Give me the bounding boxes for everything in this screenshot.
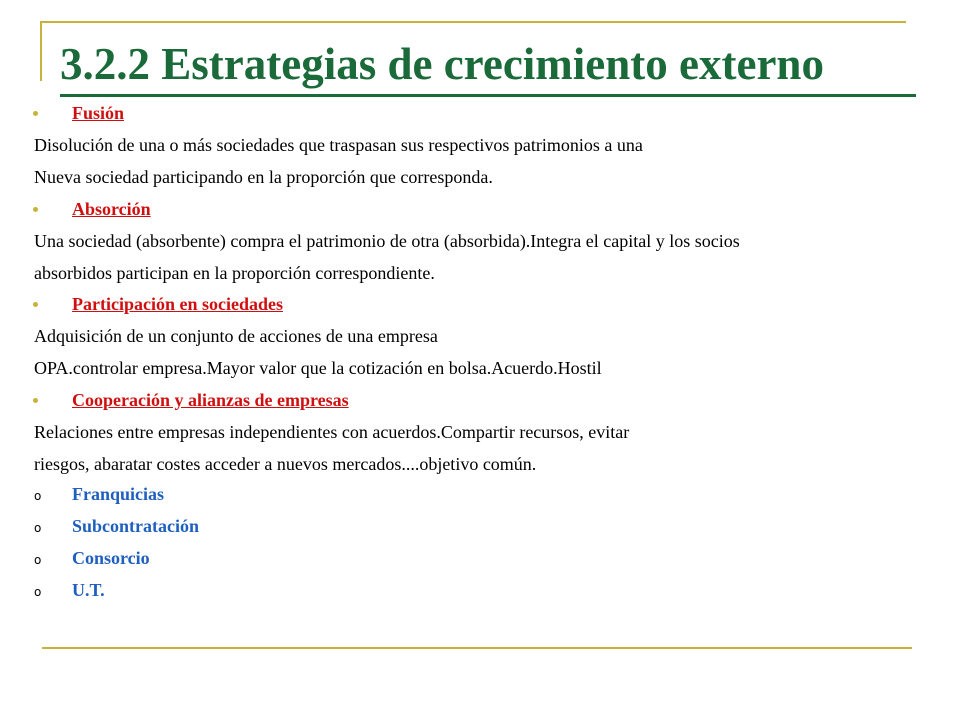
bullet-icon: [33, 207, 38, 212]
bullet-icon: [33, 302, 38, 307]
sub-bullet-marker: o: [34, 553, 42, 567]
section-text-line: Nueva sociedad participando en la proporción que corresponda.: [34, 167, 493, 187]
section-text-line: OPA.controlar empresa.Mayor valor que la cotización en bolsa.Acuerdo.Hostil: [34, 358, 602, 378]
sub-item-ut: U.T.: [72, 580, 105, 600]
section-text-line: Adquisición de un conjunto de acciones de una empresa: [34, 326, 438, 346]
frame-left-rule: [40, 21, 42, 81]
section-text-line: Disolución de una o más sociedades que traspasan sus respectivos patrimonios a una: [34, 135, 643, 155]
title-underline: [60, 94, 916, 97]
sub-bullet-marker: o: [34, 489, 42, 503]
sub-item-consorcio: Consorcio: [72, 548, 150, 568]
section-heading-cooperacion: Cooperación y alianzas de empresas: [72, 390, 349, 410]
section-heading-fusion: Fusión: [72, 103, 125, 123]
bullet-icon: [33, 111, 38, 116]
slide-title: 3.2.2 Estrategias de crecimiento externo: [60, 39, 824, 89]
section-text-line: absorbidos participan en la proporción correspondiente.: [34, 263, 435, 283]
bullet-icon: [33, 398, 38, 403]
frame-top-rule: [40, 21, 906, 23]
section-text-line: Relaciones entre empresas independientes con acuerdos.Compartir recursos, evitar: [34, 422, 630, 442]
section-text-line: Una sociedad (absorbente) compra el patrimonio de otra (absorbida).Integra el capital y los socios: [34, 231, 740, 251]
sub-item-subcontratacion: Subcontratación: [72, 516, 200, 536]
section-heading-absorcion: Absorción: [72, 199, 151, 219]
section-text-line: riesgos, abaratar costes acceder a nuevos mercados....objetivo común.: [34, 454, 537, 474]
frame-bottom-rule: [42, 647, 912, 649]
sub-bullet-marker: o: [34, 585, 42, 599]
sub-item-franquicias: Franquicias: [72, 484, 165, 504]
section-heading-participacion: Participación en sociedades: [72, 294, 283, 314]
sub-bullet-marker: o: [34, 521, 42, 535]
